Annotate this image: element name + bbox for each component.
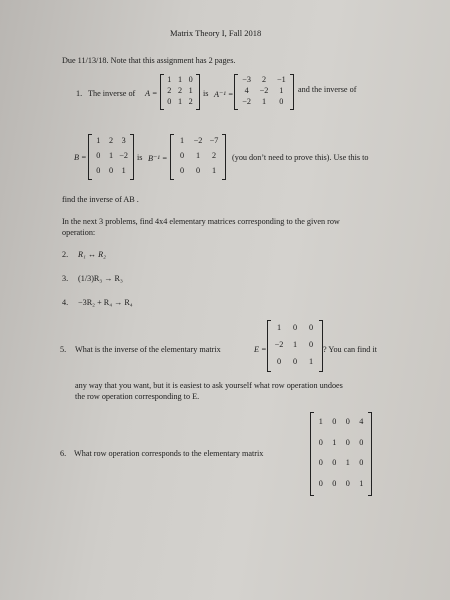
problem-6-number: 6. <box>60 449 67 458</box>
matrix-b-label: B = <box>74 153 87 162</box>
matrix-entry: 0 <box>318 478 323 488</box>
matrix-entry: 0 <box>195 165 201 175</box>
matrix-entry: 0 <box>308 323 314 332</box>
matrix-entry: 1 <box>188 86 193 96</box>
problem-5-tail: ? You can find it <box>323 345 377 354</box>
matrix-entry: 1 <box>177 75 183 84</box>
matrix-entry: −2 <box>242 97 252 107</box>
problem-4-operation: −3R₂ + R₄ → R₄ <box>78 298 133 307</box>
matrix-entry: 1 <box>108 150 114 160</box>
matrix-entry: 0 <box>332 458 337 467</box>
matrix-entry: −3 <box>242 75 252 84</box>
matrix-entry: 3 <box>121 136 126 145</box>
matrix-entry: −2 <box>274 339 284 349</box>
matrix-entry: 2 <box>188 97 193 107</box>
matrix-entry: 1 <box>345 458 350 467</box>
matrix-entry: 2 <box>211 150 217 160</box>
matrix-entry: 1 <box>332 437 337 447</box>
matrix-entry: 1 <box>279 86 284 96</box>
matrix-entry: 0 <box>96 165 101 175</box>
matrix-entry: 0 <box>179 165 185 175</box>
matrix-entry: 0 <box>345 478 350 488</box>
matrix-a-inverse-label: A⁻¹ = <box>214 90 234 99</box>
matrix-entry: 0 <box>279 97 284 107</box>
problem-5-lead: What is the inverse of the elementary matrix <box>75 345 221 354</box>
matrix-a-inverse <box>234 74 294 110</box>
problem-5-number: 5. <box>60 345 67 354</box>
matrix-entry: 1 <box>179 136 185 145</box>
problem-6-lead: What row operation corresponds to the elementary matrix <box>74 449 264 458</box>
matrix-entry: 0 <box>332 417 337 426</box>
matrix-entry: 1 <box>167 75 172 84</box>
matrix-entry: 2 <box>177 86 183 96</box>
matrix-entry: 2 <box>108 136 114 145</box>
matrix-e-label: E = <box>254 345 267 354</box>
problem-1-number: 1. <box>76 89 83 98</box>
matrix-entry: 0 <box>345 417 350 426</box>
matrix-entry: −7 <box>209 136 219 145</box>
matrix-entry: 0 <box>292 323 298 332</box>
matrix-entry: 1 <box>308 356 314 366</box>
problem-1-is-b: is <box>137 153 143 162</box>
matrix-entry: −1 <box>276 75 286 84</box>
matrix-entry: 0 <box>359 437 364 447</box>
matrix-entry: 1 <box>292 339 298 349</box>
matrix-b-inverse <box>170 134 226 180</box>
matrix-entry: 4 <box>359 417 364 426</box>
due-line: Due 11/13/18. Note that this assignment has 2 pages. <box>62 56 236 65</box>
matrix-entry: 2 <box>261 75 267 84</box>
problem-5-line-2: any way that you want, but it is easiest to ask yourself what row operation undoes <box>75 381 343 390</box>
matrix-entry: 0 <box>167 97 172 107</box>
matrix-a <box>160 74 200 110</box>
matrix-b <box>88 134 134 180</box>
matrix-entry: 1 <box>96 136 101 145</box>
matrix-entry: 0 <box>318 458 323 467</box>
problem-2-operation: R₁ ↔ R₂ <box>78 250 106 259</box>
matrix-entry: 0 <box>179 150 185 160</box>
matrix-entry: −2 <box>119 150 129 160</box>
matrix-entry: 2 <box>167 86 172 96</box>
matrix-6 <box>310 412 372 496</box>
matrix-entry: 1 <box>359 478 364 488</box>
problem-1-tail: and the inverse of <box>298 85 357 94</box>
matrix-b-inverse-label: B⁻¹ = <box>148 154 168 163</box>
matrix-entry: 0 <box>108 165 114 175</box>
matrix-entry: 0 <box>318 437 323 447</box>
matrix-a-label: A = <box>145 89 158 98</box>
page-title: Matrix Theory I, Fall 2018 <box>170 28 262 38</box>
matrix-entry: 0 <box>332 478 337 488</box>
matrix-entry: 0 <box>292 356 298 366</box>
matrix-entry: 1 <box>195 150 201 160</box>
matrix-e <box>267 320 323 372</box>
matrix-entry: 0 <box>345 437 350 447</box>
matrix-entry: 1 <box>276 323 282 332</box>
matrix-entry: 0 <box>359 458 364 467</box>
problem-1-find: find the inverse of AB . <box>62 195 139 204</box>
matrix-entry: 0 <box>276 356 282 366</box>
matrix-entry: 1 <box>211 165 217 175</box>
intro-line-1: In the next 3 problems, find 4x4 elementary matrices corresponding to the given row <box>62 217 340 226</box>
intro-line-2: operation: <box>62 228 96 237</box>
matrix-entry: 1 <box>121 165 126 175</box>
problem-2-number: 2. <box>62 250 69 259</box>
problem-3-number: 3. <box>62 274 69 283</box>
matrix-entry: 1 <box>177 97 183 107</box>
problem-1-is: is <box>203 89 209 98</box>
matrix-entry: 4 <box>244 86 249 96</box>
matrix-entry: 0 <box>96 150 101 160</box>
problem-3-operation: (1/3)R₃ → R₃ <box>78 274 123 283</box>
matrix-entry: 1 <box>318 417 323 426</box>
problem-1-lead: The inverse of <box>88 89 136 98</box>
matrix-entry: −2 <box>193 136 203 145</box>
problem-4-number: 4. <box>62 298 69 307</box>
problem-1-note: (you don’t need to prove this). Use this to <box>232 153 369 162</box>
matrix-entry: 0 <box>188 75 193 84</box>
matrix-entry: 1 <box>261 97 267 107</box>
matrix-entry: 0 <box>308 339 314 349</box>
problem-5-line-3: the row operation corresponding to E. <box>75 392 200 401</box>
matrix-entry: −2 <box>259 86 269 96</box>
